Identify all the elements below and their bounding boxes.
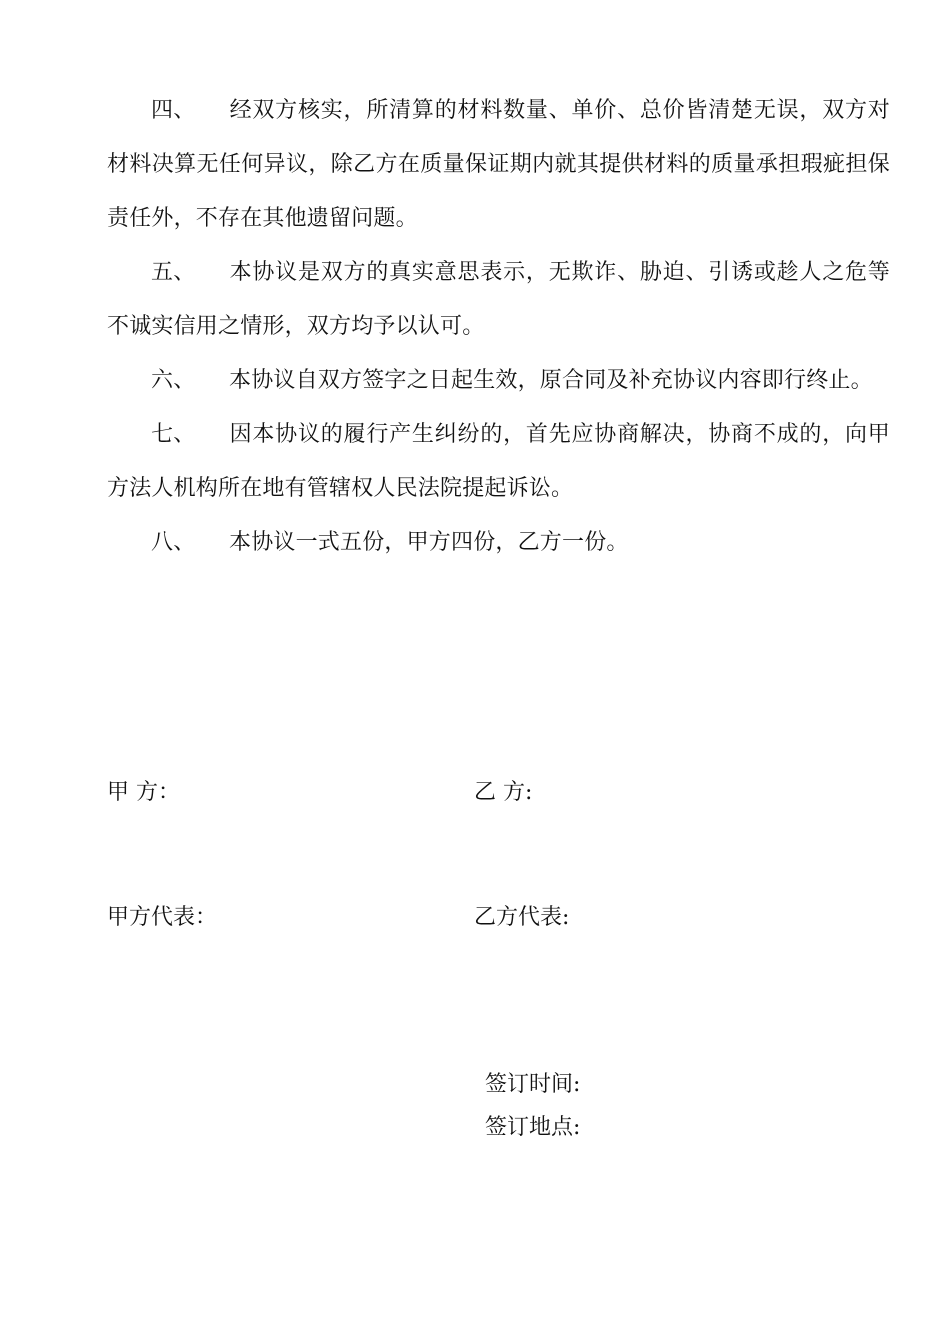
- party-a-representative-label: 甲方代表：: [107, 905, 218, 930]
- clause-7: [107, 408, 890, 516]
- agreement-clauses: [107, 84, 890, 570]
- clause-8: [107, 516, 890, 570]
- signing-date-label: 签订时间:: [485, 1072, 581, 1097]
- party-b-label: 乙 方:: [474, 780, 533, 805]
- clause-text: 本协议是双方的真实意思表示，无欺诈、胁迫、引诱或趁人之危等不诚实信用之情形，双方均予以认可。: [107, 260, 890, 339]
- party-b-representative-label: 乙方代表:: [474, 905, 570, 930]
- clause-number: 六、: [151, 368, 196, 393]
- clause-4: [107, 84, 890, 246]
- clause-5: [107, 246, 890, 354]
- clause-number: 五、: [151, 260, 196, 285]
- clause-number: 四、: [151, 98, 196, 123]
- clause-number: 八、: [151, 530, 196, 555]
- clause-text: 本协议自双方签字之日起生效，原合同及补充协议内容即行终止。: [229, 368, 873, 393]
- clause-text: 经双方核实，所清算的材料数量、单价、总价皆清楚无误，双方对材料决算无任何异议，除乙方在质量保证期内就其提供材料的质量承担瑕疵担保责任外，不存在其他遗留问题。: [107, 98, 890, 231]
- party-a-label: 甲 方：: [107, 780, 180, 805]
- clause-number: 七、: [151, 422, 196, 447]
- clause-text: 因本协议的履行产生纠纷的，首先应协商解决，协商不成的，向甲方法人机构所在地有管辖权人民法院提起诉讼。: [107, 422, 890, 501]
- clause-text: 本协议一式五份，甲方四份，乙方一份。: [229, 530, 629, 555]
- signing-place-label: 签订地点:: [485, 1115, 581, 1140]
- clause-6: [107, 354, 890, 408]
